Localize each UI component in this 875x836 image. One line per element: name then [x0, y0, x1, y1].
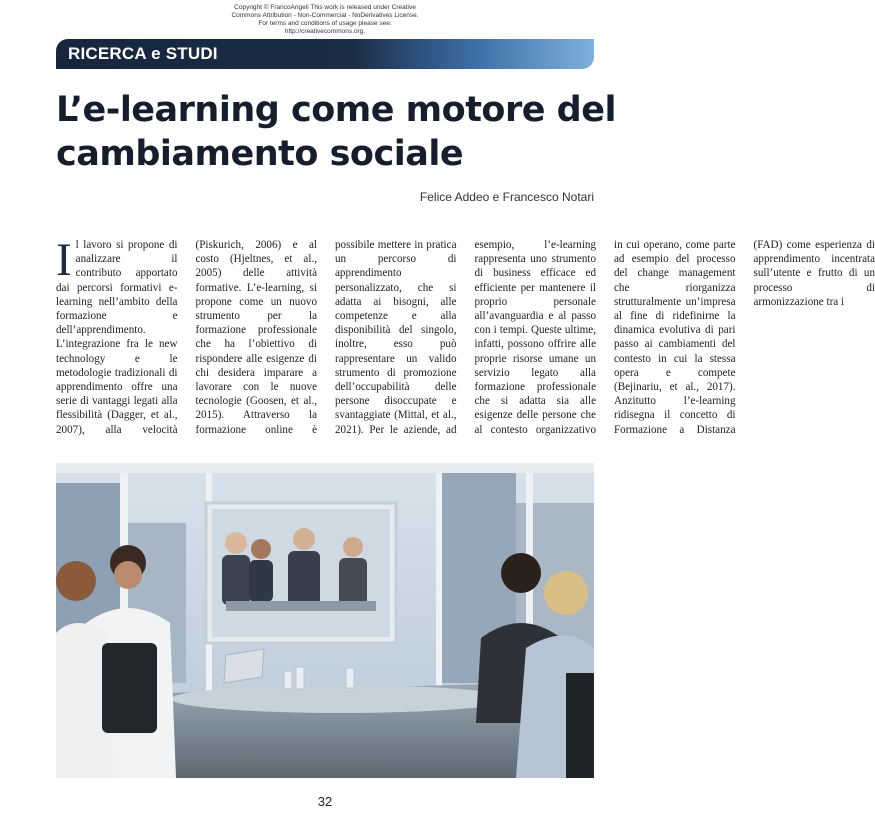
meeting-photo: [56, 463, 594, 778]
article-body-text: l lavoro si propone di analizzare il contributo apportato dai percorsi formativi e-learning nell’ambito della formazione e dell’apprendimento. L’integrazione fra le new technology e le metodologie tradizionali di apprendimento offre una serie di vantaggi legati alla flessibilità (Dagger, et al., 2007), alla velocità (Piskurich, 2006) e al costo (Hjeltnes, et al., 2005) delle attività formative. L’e-learning, si propone come un nuovo strumento per la formazione professionale che ha l’obiettivo di rispondere alle esigenze di chi desidera imparare a lavorare con le nuove tecnologie (Goosen, et al., 2015). Attraverso la formazione online è possibile mettere in pratica un percorso di apprendimento personalizzato, che si adatta ai bisogni, alle competenze e alla disponibilità del singolo, inoltre, esso può rappresentare un valido strumento di promozione dell’occupabilità delle persone disoccupate e svantaggiate (Mittal, et al., 2021). Per le aziende, ad esempio, l’e-learning rappresenta uno strumento di business efficace ed efficiente per mantenere il proprio personale all’avanguardia e al passo con i tempi. Queste ultime, infatti, possono offrire alle proprie risorse umane un servizio legato alla formazione professionale che si adatta sia alle esigenze delle persone che al contesto organizzativo in cui operano, come parte ad esempio del processo del change management che riorganizza strutturalmente un’impresa al fine di ridefinirne la dinamica evolutiva di pari passo ai cambiamenti del contesto in cui la stessa opera e compete (Bejinariu, et al., 2017). Anzitutto l’e-learning ridisegna il concetto di Formazione a Distanza (FAD) come esperienza di apprendimento incentrata sull’utente e frutto di un processo di armonizzazione tra i: [56, 239, 875, 436]
drop-cap: I: [56, 234, 72, 286]
article-body: [56, 234, 875, 451]
copyright-line: Commons Attribution - Non-Commercial - NoDerivatives License.: [231, 12, 419, 19]
article-authors: Felice Addeo e Francesco Notari: [419, 190, 594, 204]
copyright-line: Copyright © FrancoAngeli This work is released under Creative: [234, 4, 416, 11]
article-title: L’e-learning come motore del cambiamento sociale: [56, 90, 616, 174]
page-number: 32: [317, 794, 333, 809]
section-label: RICERCA e STUDI: [68, 44, 218, 63]
copyright-line: For terms and conditions of usage please see:: [258, 20, 392, 27]
section-header-bar: [56, 39, 594, 69]
copyright-notice: [200, 4, 450, 36]
copyright-link[interactable]: http://creativecommons.org.: [284, 28, 366, 35]
